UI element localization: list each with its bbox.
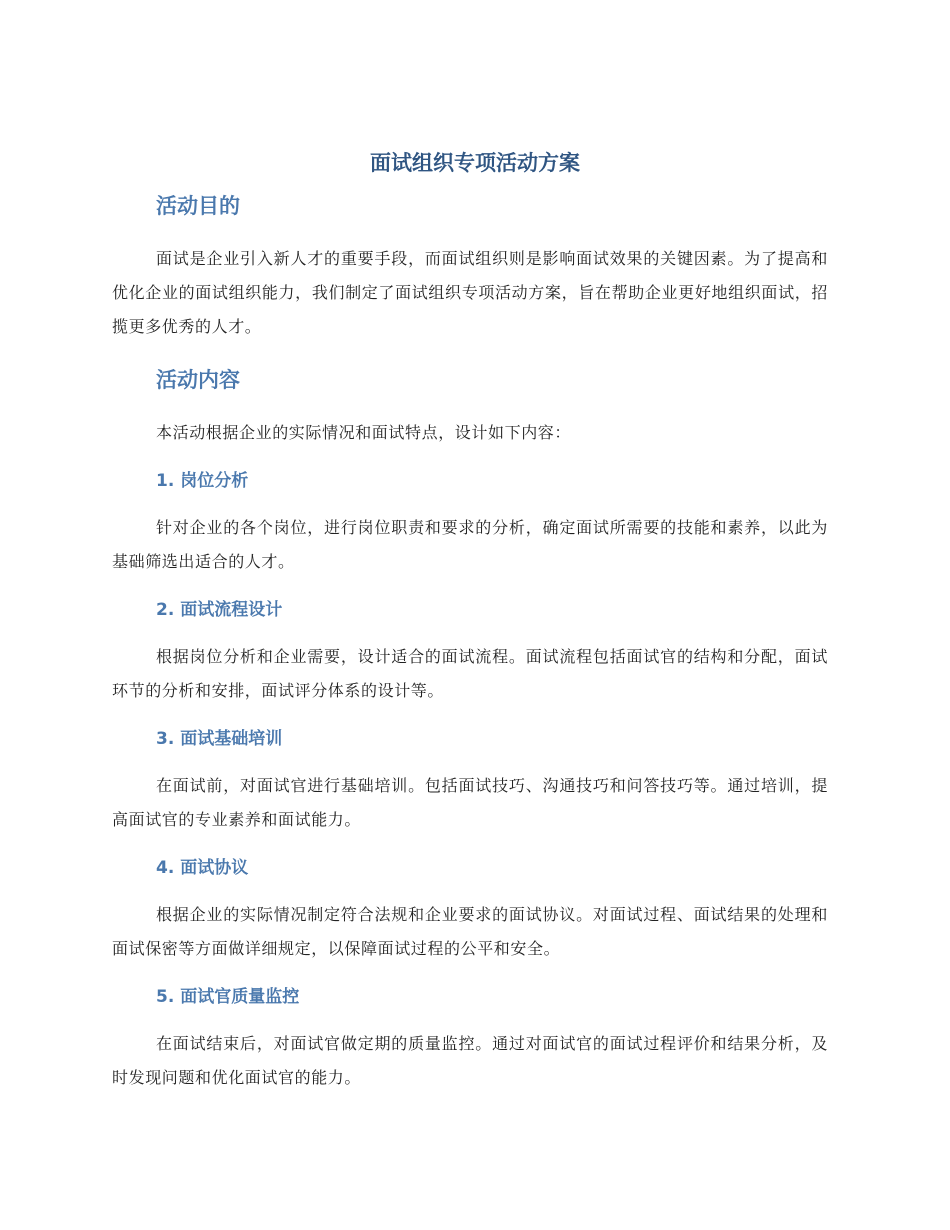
item-heading-3: 3. 面试基础培训 [156, 729, 283, 749]
item-heading-2: 2. 面试流程设计 [156, 600, 283, 620]
item-paragraph-1: 针对企业的各个岗位，进行岗位职责和要求的分析，确定面试所需要的技能和素养，以此为基础筛选出适合的人才。 [112, 518, 828, 571]
item-heading-4: 4. 面试协议 [156, 858, 249, 878]
item-paragraph-2: 根据岗位分析和企业需要，设计适合的面试流程。面试流程包括面试官的结构和分配，面试环节的分析和安排，面试评分体系的设计等。 [112, 647, 828, 700]
document-title: 面试组织专项活动方案 [370, 151, 580, 175]
section-paragraph-content: 本活动根据企业的实际情况和面试特点，设计如下内容： [156, 423, 572, 442]
section-paragraph-purpose: 面试是企业引入新人才的重要手段，而面试组织则是影响面试效果的关键因素。为了提高和优化企业的面试组织能力，我们制定了面试组织专项活动方案，旨在帮助企业更好地组织面试，招揽更多优秀的人才。 [112, 249, 828, 336]
item-paragraph-5: 在面试结束后，对面试官做定期的质量监控。通过对面试官的面试过程评价和结果分析，及时发现问题和优化面试官的能力。 [112, 1034, 828, 1087]
section-heading-purpose: 活动目的 [156, 194, 240, 218]
item-heading-5: 5. 面试官质量监控 [156, 987, 300, 1007]
item-heading-1: 1. 岗位分析 [156, 471, 249, 491]
section-heading-content: 活动内容 [156, 368, 240, 392]
document-body [112, 190, 828, 1095]
item-paragraph-4: 根据企业的实际情况制定符合法规和企业要求的面试协议。对面试过程、面试结果的处理和面试保密等方面做详细规定，以保障面试过程的公平和安全。 [112, 905, 828, 958]
item-paragraph-3: 在面试前，对面试官进行基础培训。包括面试技巧、沟通技巧和问答技巧等。通过培训，提高面试官的专业素养和面试能力。 [112, 776, 828, 829]
